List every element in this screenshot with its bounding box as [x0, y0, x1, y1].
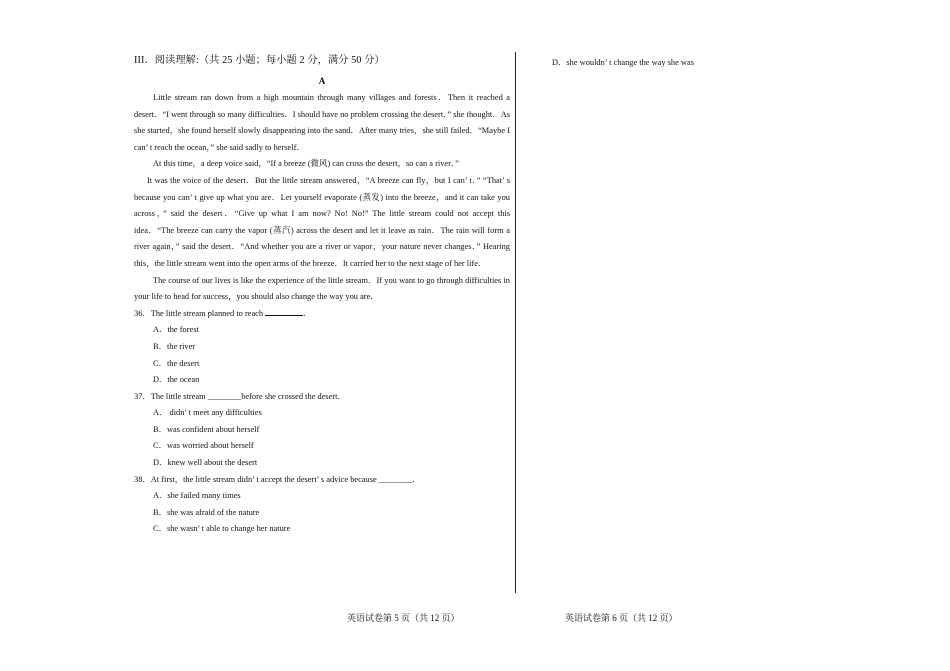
question-36-option-a: A．the forest	[153, 325, 199, 335]
left-column	[134, 52, 510, 538]
section-title: III．阅读理解:（共 25 小题；每小题 2 分，满分 50 分）	[134, 55, 385, 66]
passage-paragraph-4: The course of our lives is like the experience of the little stream．If you want to go through difficulties in your life to head for success，you should also change the way you are．	[134, 275, 510, 302]
answer-blank	[265, 307, 303, 316]
question-36-stem: 36．The little stream planned to reach	[134, 308, 264, 318]
footer-page-number-right: 英语试卷第 6 页（共 12 页）	[565, 613, 678, 623]
column-divider	[515, 52, 516, 593]
question-37-option-c: C．was worried about herself	[153, 441, 254, 451]
passage-title: A	[318, 76, 326, 86]
footer-page-number-left: 英语试卷第 5 页（共 12 页）	[347, 613, 460, 623]
question-36-option-c: C．the desert	[153, 358, 200, 368]
question-38-option-b: B．she was afraid of the nature	[153, 507, 260, 517]
question-38-stem: 38．At first，the little stream didn’ t accept the desert’ s advice because ________．	[134, 474, 421, 484]
question-38-option-c: C．she wasn’ t able to change her nature	[153, 524, 291, 534]
passage-paragraph-2: At this time，a deep voice said，“If a breeze (微风) can cross the desert，so can a river．”	[153, 159, 459, 169]
question-38-option-a: A．she failed many times	[153, 491, 241, 501]
passage-paragraph-3: It was the voice of the desert．But the little stream answered，“A breeze can fly，but I can’ t．” “That’ s because you can’ t give up what you are．Let yourself evaporate (蒸发) into the breeze，and it can take you across，” said the desert．“Give up what I am now? No! No!” The little stream could not accept this idea．“The breeze can carry the vapor (蒸汽) across the desert and let it leave as rain．The rain will form a river again，” said the desert．“And whether you are a river or vapor，your nature never changes．” Hearing this，the little stream went into the open arms of the breeze．It carried her to the next stage of her life．	[134, 175, 510, 268]
question-36-option-b: B．the river	[153, 341, 196, 351]
question-36	[134, 306, 510, 323]
question-37-option-b: B．was confident about herself	[153, 424, 260, 434]
passage-paragraph-1: Little stream ran down from a high mountain through many villages and forests．Then it reached a desert．“I went through so many difficulties．I should have no problem crossing the desert．” she thought．As she started，she found herself slowly disappearing into the sand．After many tries，she still failed．“Maybe I can’ t reach the ocean，” she said sadly to herself．	[134, 93, 510, 152]
question-37-option-d: D．knew well about the desert	[153, 458, 258, 468]
question-36-option-d: D．the ocean	[153, 375, 200, 385]
question-38-option-d: D．she wouldn’ t change the way she was	[552, 58, 694, 67]
question-36-stem-end: ．	[303, 308, 312, 318]
question-37-stem: 37．The little stream ________before she crossed the desert．	[134, 391, 346, 401]
question-37-option-a: A． didn’ t meet any difficulties	[153, 408, 262, 418]
right-column	[552, 55, 882, 72]
